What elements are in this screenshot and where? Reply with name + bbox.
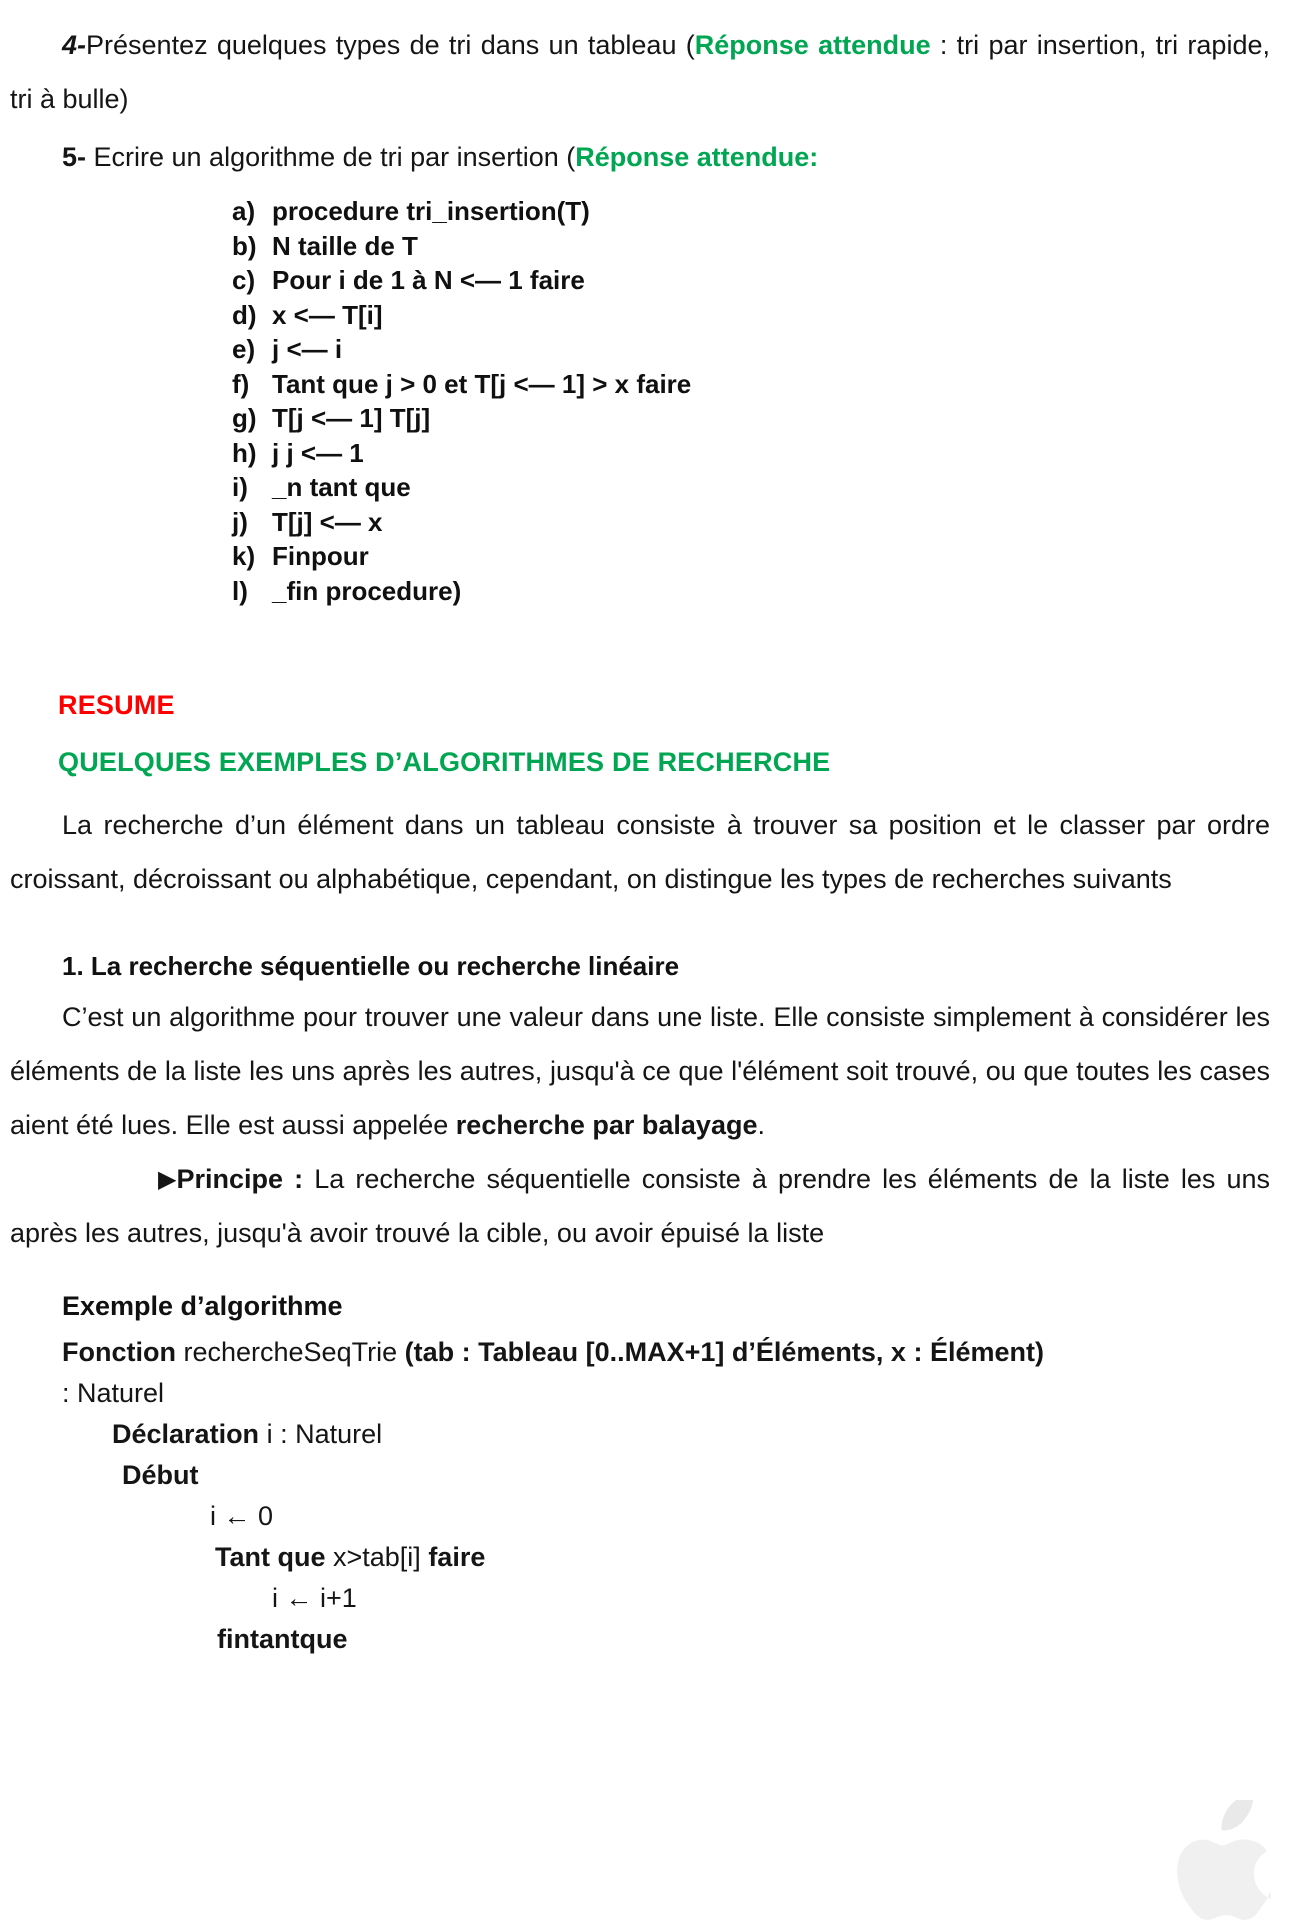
while-keyword: Tant que	[215, 1542, 326, 1572]
list-item-text: N taille de T	[272, 230, 418, 261]
list-item-label: k)	[232, 541, 256, 571]
spacer	[10, 1260, 1270, 1280]
spacer	[10, 608, 1270, 682]
principe-separator: :	[283, 1164, 315, 1194]
function-keyword: Fonction	[62, 1337, 176, 1367]
apple-logo-watermark	[1172, 1800, 1290, 1928]
resume-intro-paragraph: La recherche d’un élément dans un tableau consiste à trouver sa position et le classer par ordre croissant, décroissant ou alphabétique, cependant, on distingue les types de recherches suivants	[10, 810, 1270, 894]
while-line	[215, 1537, 1270, 1578]
list-item-label: e)	[232, 334, 256, 364]
question-5-text-before: Ecrire un algorithme de tri par insertion (	[86, 142, 576, 172]
while-condition: x>tab[i]	[325, 1542, 429, 1572]
list-item	[232, 229, 1270, 264]
section-1-paragraph-part2: .	[757, 1110, 765, 1140]
declaration-line	[112, 1414, 1270, 1455]
list-item	[232, 539, 1270, 574]
declaration-text: i : Naturel	[259, 1419, 383, 1449]
list-item-label: j)	[232, 506, 248, 537]
list-item	[232, 194, 1270, 229]
list-item	[232, 401, 1270, 436]
list-item-text: Tant que j > 0 et T[j <— 1] > x faire	[272, 368, 692, 399]
list-item-label: b)	[232, 230, 257, 261]
function-name: rechercheSeqTrie	[175, 1337, 405, 1367]
section-1-paragraph-bold: recherche par balayage	[455, 1110, 758, 1140]
list-item-label: c)	[232, 265, 256, 295]
list-item-label: h)	[232, 437, 257, 468]
list-item-text: _fin procedure)	[272, 575, 462, 606]
list-item	[232, 436, 1270, 471]
list-item-text: x <— T[i]	[272, 299, 383, 330]
question-5	[10, 130, 1270, 184]
principe-label: Principe	[176, 1164, 284, 1194]
section-1-paragraph	[10, 990, 1270, 1152]
example-heading: Exemple d’algorithme	[62, 1291, 343, 1321]
while-body-line: i ← i+1	[272, 1583, 357, 1613]
debut-line	[122, 1455, 1270, 1496]
while-faire-keyword: faire	[428, 1542, 486, 1572]
while-end-line	[217, 1619, 1270, 1660]
list-item-text: Finpour	[272, 541, 369, 571]
init-line: i ← 0	[210, 1501, 274, 1531]
question-4-text-before: Présentez quelques types de tri dans un tableau (	[86, 30, 695, 60]
list-item-text: procedure tri_insertion(T)	[272, 196, 590, 226]
list-item	[232, 574, 1270, 609]
list-item-label: d)	[232, 299, 257, 330]
question-4-highlight: Réponse attendue	[694, 30, 931, 60]
question-4-text-after: : tri par insertion, tri rapide, tri à bulle)	[10, 30, 1270, 114]
section-1-paragraph-part1: C’est un algorithme pour trouver une valeur dans une liste. Elle consiste simplement à considérer les éléments de la liste les uns après les autres, jusqu'à ce que l'élément soit trouvé, ou que toutes les cases aient été lues. Elle est aussi appelée	[10, 1002, 1270, 1140]
list-item-label: f)	[232, 368, 250, 399]
list-item-text: T[j] <— x	[272, 506, 383, 537]
section-1-heading: 1. La recherche séquentielle ou recherche linéaire	[62, 951, 680, 981]
principe-text: La recherche séquentielle consiste à prendre les éléments de la liste les uns après les autres, jusqu'à avoir trouvé la cible, ou avoir épuisé la liste	[10, 1164, 1270, 1248]
list-item	[232, 470, 1270, 505]
function-params: (tab : Tableau [0..MAX+1] d’Éléments, x : Élément)	[404, 1337, 1044, 1367]
question-4-number: 4-	[62, 30, 87, 60]
resume-subheading: QUELQUES EXEMPLES D’ALGORITHMES DE RECHERCHE	[58, 747, 831, 777]
spacer	[10, 782, 1270, 798]
question-5-text-after: :	[809, 142, 819, 172]
list-item	[232, 505, 1270, 540]
insertion-sort-algorithm-list	[10, 194, 1270, 608]
list-item	[232, 298, 1270, 333]
list-item	[232, 332, 1270, 367]
document-page	[0, 18, 1298, 1910]
question-5-number: 5-	[62, 142, 87, 172]
question-4	[10, 18, 1270, 126]
spacer	[10, 906, 1270, 942]
principe-paragraph	[10, 1152, 1270, 1260]
fintantque-keyword: fintantque	[217, 1624, 348, 1654]
resume-heading: RESUME	[58, 690, 175, 720]
list-item-text: T[j <— 1] T[j]	[272, 403, 431, 433]
declaration-keyword: Déclaration	[112, 1419, 260, 1449]
list-item	[232, 263, 1270, 298]
list-item-label: g)	[232, 403, 257, 433]
list-item-label: a)	[232, 196, 256, 226]
list-item-label: i)	[232, 472, 248, 502]
debut-keyword: Début	[122, 1460, 199, 1490]
function-return-line: : Naturel	[62, 1378, 165, 1408]
list-item-text: _n tant que	[272, 472, 411, 502]
list-item-label: l)	[232, 575, 248, 606]
list-item-text: j j <— 1	[272, 437, 364, 468]
triangle-right-icon: ▶	[158, 1166, 177, 1193]
function-signature-line	[62, 1332, 1270, 1373]
question-5-highlight: Réponse attendue	[575, 142, 810, 172]
list-item-text: Pour i de 1 à N <— 1 faire	[272, 265, 585, 295]
list-item-text: j <— i	[272, 334, 343, 364]
list-item	[232, 367, 1270, 402]
